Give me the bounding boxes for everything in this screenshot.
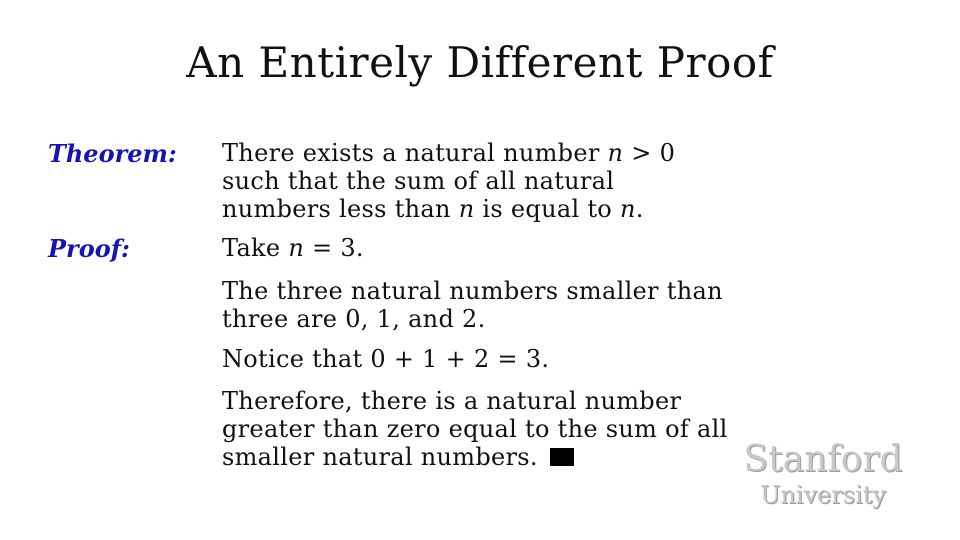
proof-step-2: The three natural numbers smaller than three are 0, 1, and 2.	[222, 277, 723, 333]
theorem-statement	[222, 139, 912, 223]
stanford-watermark	[738, 440, 908, 510]
theorem-line-3: numbers less than n is equal to n.	[222, 195, 644, 223]
theorem-line-2: such that the sum of all natural	[222, 167, 615, 195]
watermark-sub: University	[760, 481, 886, 509]
theorem-label: Theorem:	[48, 139, 177, 168]
proof-step-4: Therefore, there is a natural number greater than zero equal to the sum of all smaller natural numbers.	[222, 387, 728, 471]
slide-title: An Entirely Different Proof	[186, 38, 774, 87]
theorem-line-1: There exists a natural number n > 0	[222, 139, 676, 167]
proof-label: Proof:	[48, 234, 130, 263]
proof-step-1: Take n = 3.	[222, 234, 364, 262]
watermark-name: Stanford	[743, 439, 903, 480]
qed-square-icon	[550, 448, 574, 466]
proof-step-3: Notice that 0 + 1 + 2 = 3.	[222, 345, 550, 373]
